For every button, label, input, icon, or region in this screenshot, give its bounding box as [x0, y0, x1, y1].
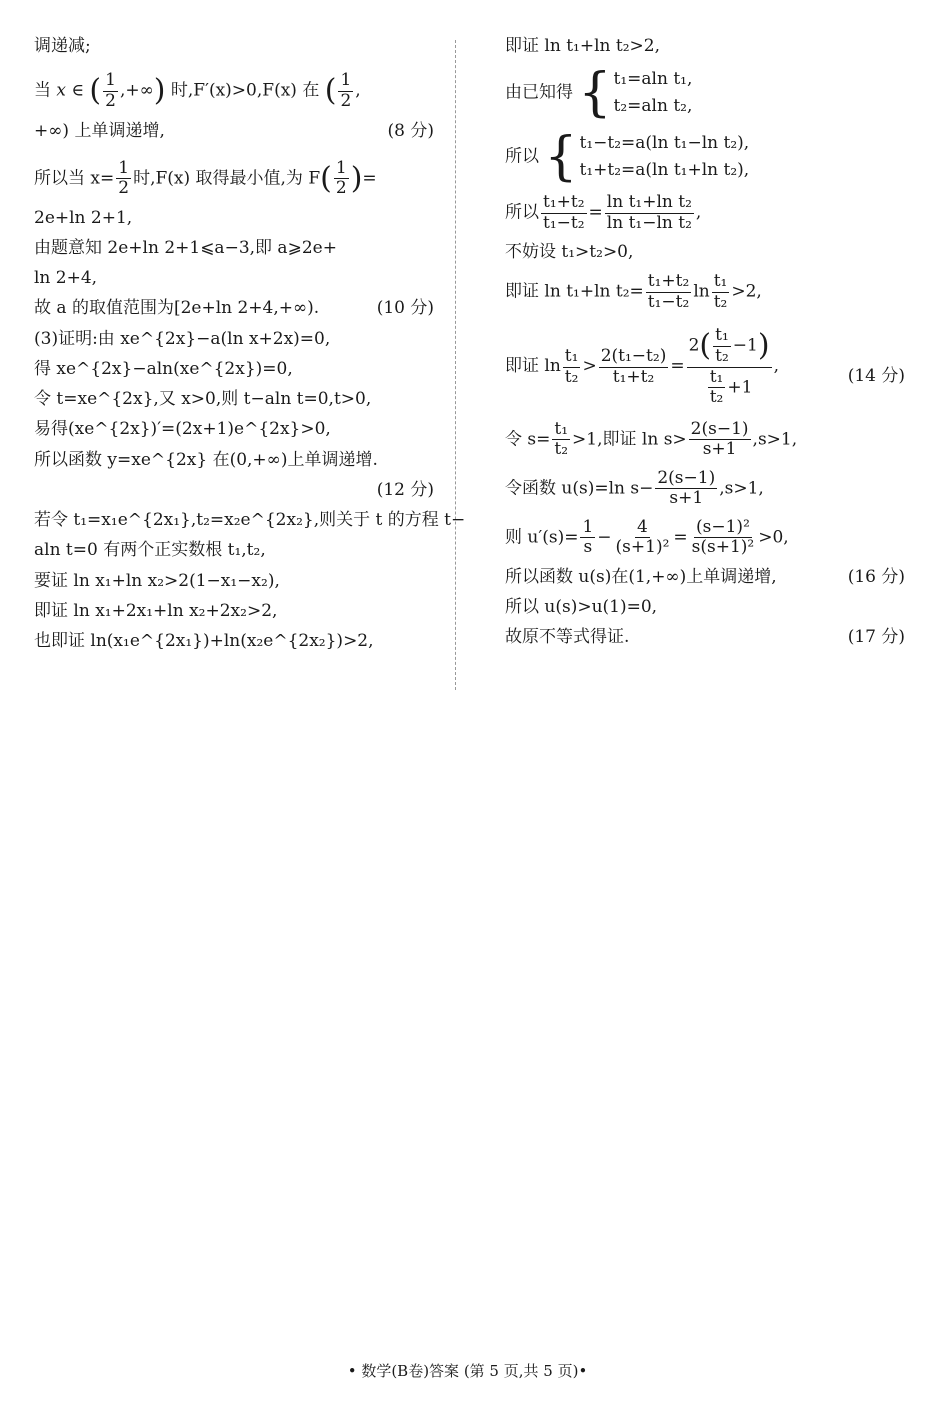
score-label: (8 分) — [387, 121, 434, 142]
text-line: 所以函数 y=xe^{2x} 在(0,+∞)上单调递增. — [34, 449, 378, 470]
text-line: 也即证 ln(x₁e^{2x₁})+ln(x₂e^{2x₂})>2, — [34, 631, 374, 652]
text-line: 所以当 x= $\frac{1}{2}$ 时,F(x) 取得最小值,为 F( $\frac{1}{2}$ )= — [34, 157, 377, 199]
score-label: (12 分) — [376, 479, 434, 500]
text-line: aln t=0 有两个正实数根 t₁,t₂, — [34, 540, 266, 561]
text-line: 所以 u(s)>u(1)=0, — [505, 597, 658, 618]
text-line — [34, 480, 434, 501]
text-line: 令 s= $\frac{\text{t₁}}{\text{t₂}}$ >1,即证 ln s> $\frac{2(s-1)}{s+1}$ ,s>1, — [505, 418, 798, 460]
score-label: (16 分) — [847, 566, 905, 587]
text-line: 由题意知 2e+ln 2+1⩽a−3,即 a⩾2e+ — [34, 237, 337, 258]
text-line: 当 x ∈ ( $\frac{1}{2}$ ,+∞) 时,F′(x)>0,F(x) 在 ( $\frac{1}{2}$ , — [34, 70, 361, 111]
text-line: ln 2+4, — [34, 268, 98, 289]
score-label: (10 分) — [376, 298, 434, 319]
text-line: 得 xe^{2x}−aln(xe^{2x})=0, — [34, 358, 293, 379]
text-line: 即证 ln $\frac{\text{t₁}}{\text{t₂}}$ > $\frac{\text{2(t₁−t₂)}}{\text{t₁+t₂}}$ = 2( $\frac{\text{t₁}}{\text{t₂}}$ −1) $\frac{\text{t₁}}{\text{t₂}}$ +1 , (14 分) — [505, 325, 905, 408]
text-line: 若令 t₁=x₁e^{2x₁},t₂=x₂e^{2x₂},则关于 t 的方程 t− — [34, 510, 466, 531]
text-line: 要证 ln x₁+ln x₂>2(1−x₁−x₂), — [34, 570, 280, 591]
text-line: 2e+ln 2+1, — [34, 207, 133, 228]
text-line: 所以函数 u(s)在(1,+∞)上单调递增, (16 分) — [505, 566, 905, 587]
text-line: (3)证明:由 xe^{2x}−a(ln x+2x)=0, — [34, 328, 331, 349]
text-line: 令函数 u(s)=ln s− $\frac{2(s-1)}{s+1}$ ,s>1, — [505, 467, 764, 509]
text-line: 即证 ln x₁+2x₁+ln x₂+2x₂>2, — [34, 600, 278, 621]
text-line: 令 t=xe^{2x},又 x>0,则 t−aln t=0,t>0, — [34, 389, 372, 410]
left-column — [34, 36, 466, 661]
score-label: (14 分) — [847, 366, 905, 387]
right-column — [505, 36, 905, 658]
text-line: 故 a 的取值范围为[2e+ln 2+4,+∞). (10 分) — [34, 298, 434, 319]
text-line: 则 u′(s)= $\frac{1}{s}$ − $\frac{4}{\text{(s+1)²}}$ = $\frac{\text{(s−1)²}}{\text{s(s+1)²}}$ >0, — [505, 516, 789, 558]
text-line: +∞) 上单调递增, (8 分) — [34, 121, 434, 142]
text-line: 不妨设 t₁>t₂>0, — [505, 242, 634, 263]
text-line: 即证 ln t₁+ln t₂= $\frac{\text{t₁+t₂}}{\text{t₁−t₂}}$ ln $\frac{\text{t₁}}{\text{t₂}}$ >2, — [505, 271, 762, 312]
equation-system: 由已知得 { t₁=aln t₁, t₂=aln t₂, — [505, 63, 693, 124]
text-line: 易得(xe^{2x})′=(2x+1)e^{2x}>0, — [34, 419, 331, 440]
text-line: 故原不等式得证. (17 分) — [505, 627, 905, 648]
equation-system: 所以 { t₁−t₂=a(ln t₁−ln t₂), t₁+t₂=a(ln t₁+ln t₂), — [505, 126, 750, 187]
score-label: (17 分) — [847, 627, 905, 648]
text-line: 即证 ln t₁+ln t₂>2, — [505, 36, 660, 56]
text-line: 调递减; — [34, 36, 91, 56]
text-line: 所以 $\frac{\text{t₁+t₂}}{\text{t₁−t₂}}$ = $\frac{\text{ln t₁+ln t₂}}{\text{ln t₁−ln t₂}}$ , — [505, 192, 702, 233]
page-footer: • 数学(B卷)答案 (第 5 页,共 5 页)• — [347, 1362, 588, 1380]
column-divider — [455, 40, 456, 690]
